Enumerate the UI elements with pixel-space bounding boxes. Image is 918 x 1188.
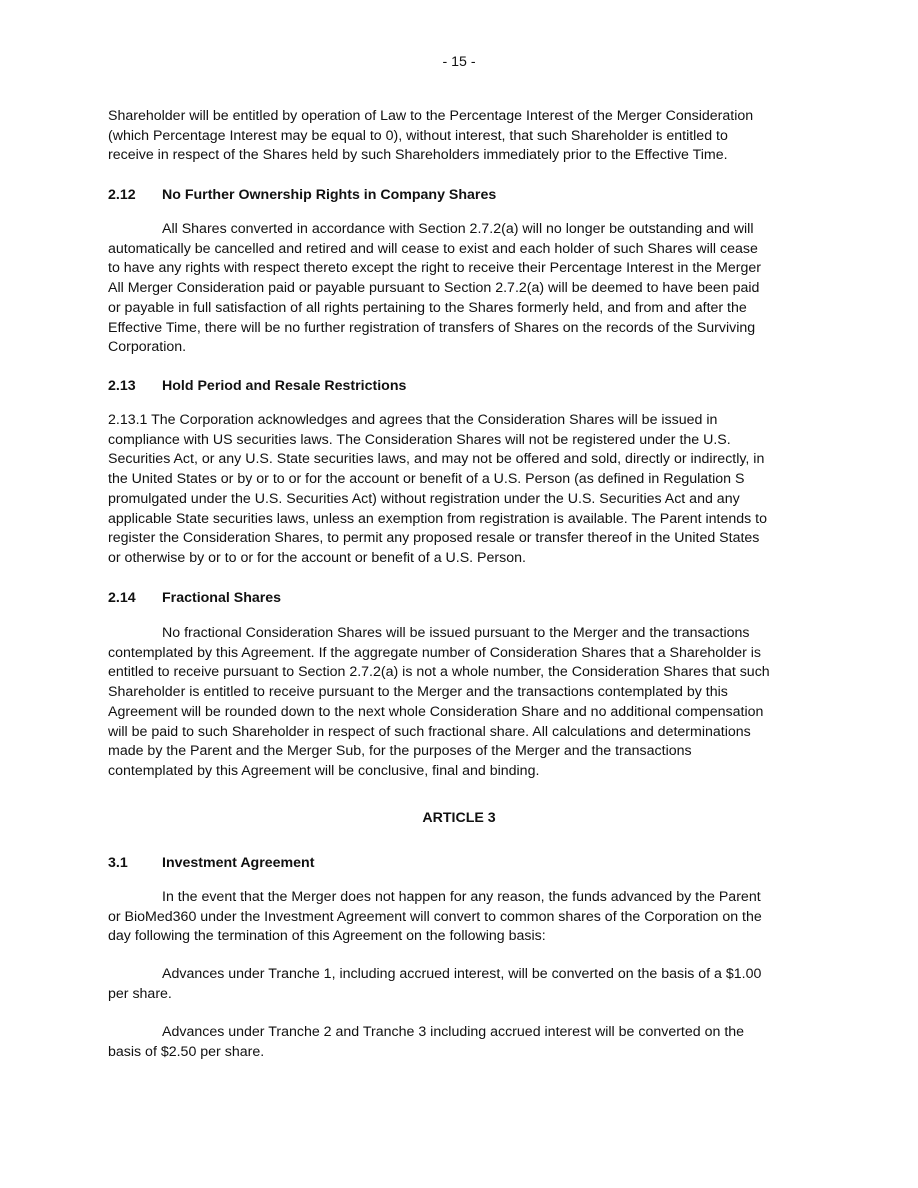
- section-heading-2-12: [108, 185, 496, 205]
- section-number: 3.1: [108, 855, 128, 871]
- section-heading-2-13: [108, 376, 406, 396]
- text-line: Corporation.: [108, 339, 187, 356]
- text-line: the United States or by or to or for the account or benefit of a U.S. Person (as defined in Regulation S: [108, 471, 745, 488]
- text-line: per share.: [108, 985, 172, 1002]
- paragraph-3-1-c: [108, 1023, 828, 1062]
- text-line: Shareholder is entitled to receive pursuant to the Merger and the transactions contemplated by this: [108, 684, 728, 701]
- section-title: Fractional Shares: [162, 590, 282, 606]
- text-line: to have any rights with respect thereto except the right to receive their Percentage Interest in the Merger: [108, 260, 761, 277]
- text-line: entitled to receive pursuant to Section 2.7.2(a) is not a whole number, the Consideration Shares that such: [108, 664, 770, 681]
- section-number: 2.13: [108, 378, 136, 394]
- section-heading-3-1: [108, 853, 314, 873]
- text-line: or payable in full satisfaction of all rights pertaining to the Shares formerly held, and from and after the: [108, 299, 747, 316]
- section-heading-2-14: [108, 588, 281, 608]
- text-line: contemplated by this Agreement. If the aggregate number of Consideration Shares that a Shareholder is: [108, 644, 762, 661]
- text-line: register the Consideration Shares, to permit any proposed resale or transfer thereof in the United States: [108, 530, 760, 547]
- text-line: All Merger Consideration paid or payable pursuant to Section 2.7.2(a) will be deemed to have been paid: [108, 280, 760, 297]
- text-line: or otherwise by or to or for the account or benefit of a U.S. Person.: [108, 549, 526, 566]
- section-number: 2.14: [108, 590, 136, 606]
- text-line: or BioMed360 under the Investment Agreement will convert to common shares of the Corporation on the: [108, 908, 762, 925]
- text-line: 2.13.1 The Corporation acknowledges and agrees that the Consideration Shares will be issued in: [108, 412, 718, 428]
- text-line: Securities Act, or any U.S. State securities laws, and may not be offered and sold, directly or indirectly, in: [108, 451, 765, 468]
- paragraph-2-14: [108, 624, 828, 782]
- page-number: - 15 -: [442, 54, 476, 70]
- article-heading: ARTICLE 3: [422, 810, 496, 826]
- text-line: applicable State securities laws, unless an exemption from registration is available. The Parent intends to: [108, 510, 768, 527]
- section-title: Investment Agreement: [162, 855, 315, 871]
- paragraph-intro: [108, 107, 828, 166]
- text-line: made by the Parent and the Merger Sub, for the purposes of the Merger and the transactions: [108, 743, 692, 760]
- text-line: receive in respect of the Shares held by such Shareholders immediately prior to the Effective Time.: [108, 147, 728, 164]
- section-title: Hold Period and Resale Restrictions: [162, 378, 407, 394]
- section-title: No Further Ownership Rights in Company Shares: [162, 187, 497, 203]
- text-line: Agreement will be rounded down to the next whole Consideration Share and no additional compensation: [108, 703, 764, 720]
- text-line: No fractional Consideration Shares will be issued pursuant to the Merger and the transactions: [162, 625, 750, 641]
- text-line: automatically be cancelled and retired and will cease to exist and each holder of such Shares will cease: [108, 240, 758, 257]
- text-line: compliance with US securities laws. The Consideration Shares will not be registered under the U.S.: [108, 431, 731, 448]
- text-line: All Shares converted in accordance with Section 2.7.2(a) will no longer be outstanding and will: [162, 221, 754, 237]
- text-line: Advances under Tranche 2 and Tranche 3 including accrued interest will be converted on the: [162, 1024, 745, 1040]
- paragraph-2-13-1: [108, 411, 828, 569]
- text-line: day following the termination of this Agreement on the following basis:: [108, 928, 546, 945]
- text-line: basis of $2.50 per share.: [108, 1043, 265, 1060]
- text-line: (which Percentage Interest may be equal to 0), without interest, that such Shareholder is entitled to: [108, 127, 728, 144]
- paragraph-2-12: [108, 220, 828, 358]
- text-line: Effective Time, there will be no further registration of transfers of Shares on the records of the Surviving: [108, 319, 756, 336]
- section-number: 2.12: [108, 187, 136, 203]
- paragraph-3-1-b: [108, 965, 828, 1004]
- text-line: Shareholder will be entitled by operation of Law to the Percentage Interest of the Merger Consideration: [108, 108, 754, 124]
- text-line: In the event that the Merger does not happen for any reason, the funds advanced by the Parent: [162, 889, 761, 905]
- text-line: will be paid to such Shareholder in respect of such fractional share. All calculations and determinations: [108, 723, 751, 740]
- text-line: promulgated under the U.S. Securities Act) without registration under the U.S. Securities Act and any: [108, 490, 740, 507]
- text-line: contemplated by this Agreement will be conclusive, final and binding.: [108, 762, 540, 779]
- text-line: Advances under Tranche 1, including accrued interest, will be converted on the basis of a $1.00: [162, 966, 762, 982]
- paragraph-3-1-a: [108, 888, 828, 947]
